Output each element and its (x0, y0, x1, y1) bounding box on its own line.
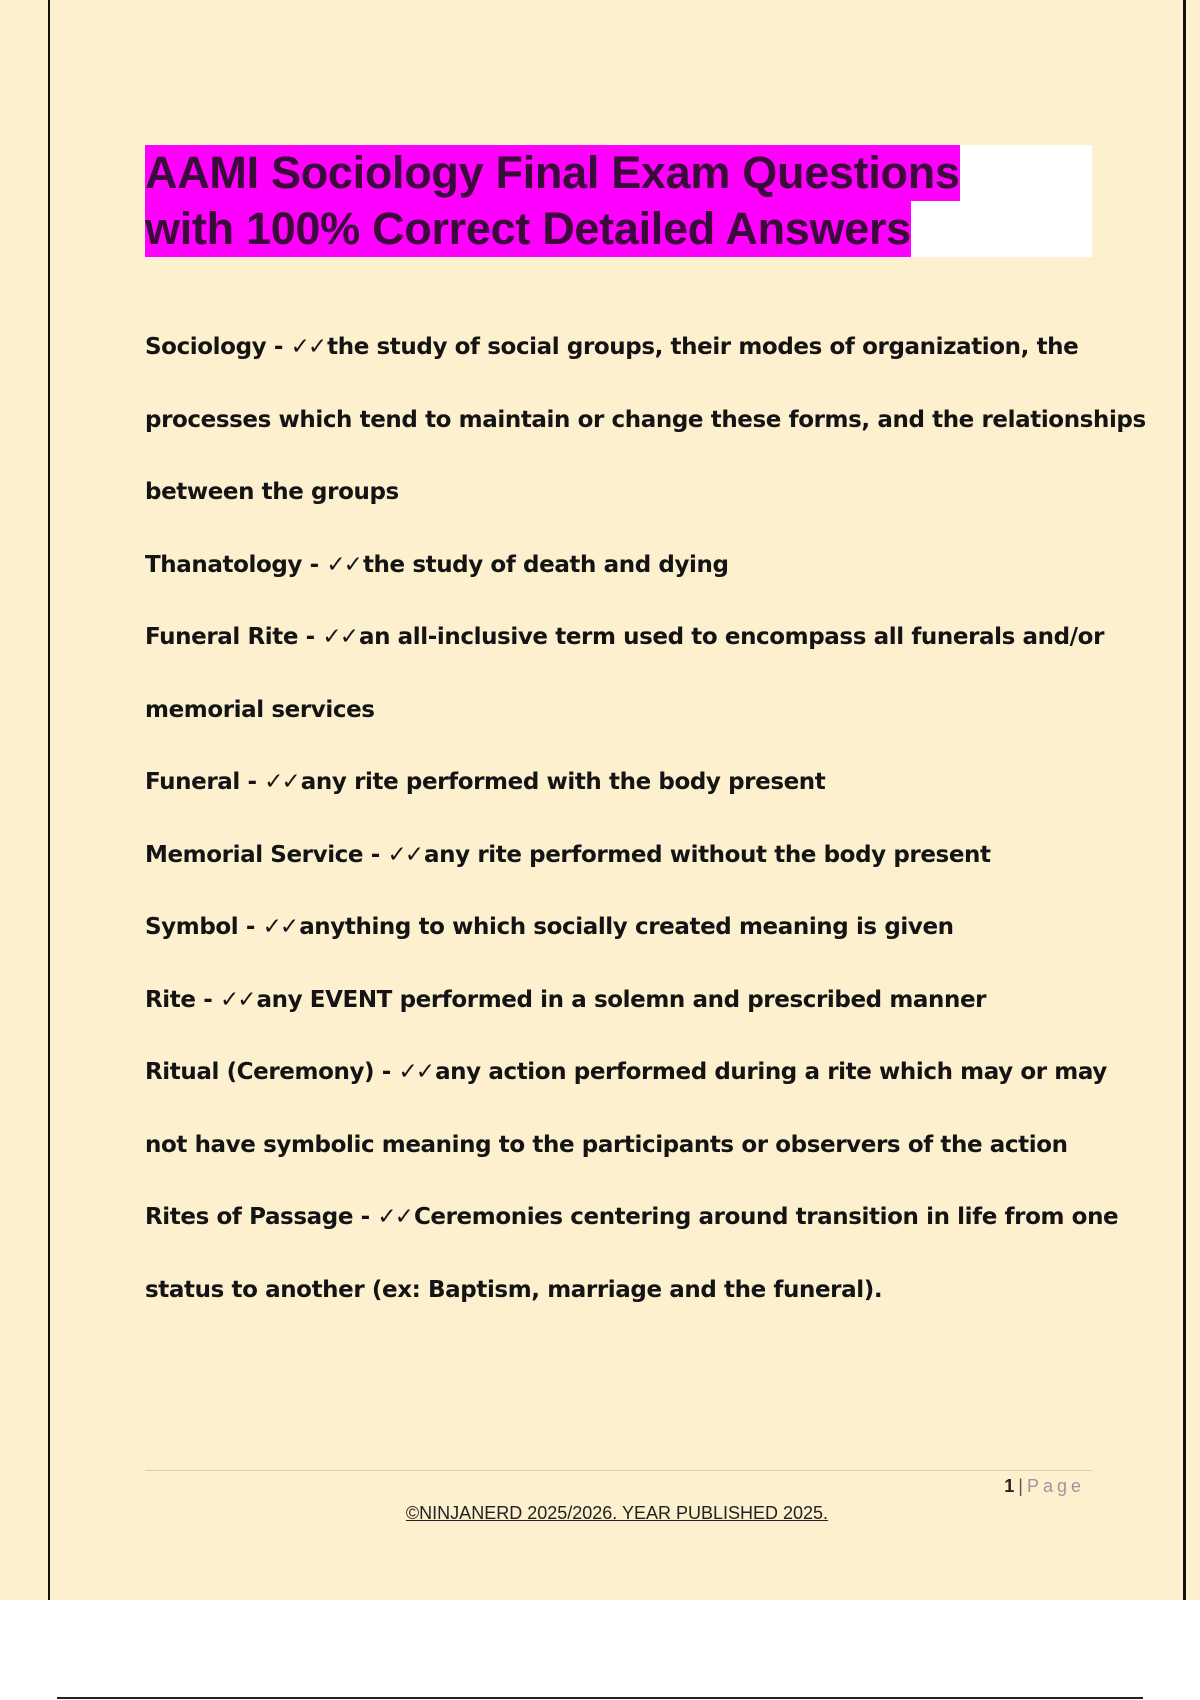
document-title (145, 145, 1092, 257)
page-number (960, 1474, 1085, 1498)
definition-text: processes which tend to maintain or change these forms, and the relationships (145, 406, 1146, 433)
definition-text: any EVENT performed in a solemn and prescribed manner (256, 986, 987, 1013)
definition-line (145, 1194, 1119, 1267)
definition-text: any rite performed with the body present (300, 769, 826, 795)
page-number-separator: | (1018, 1476, 1023, 1496)
bottom-divider (57, 1697, 1143, 1699)
definition-term: Memorial Service - (145, 841, 388, 868)
double-check-icon: ✓✓ (262, 914, 298, 940)
definition-line (145, 687, 1105, 760)
definition-term: Ritual (Ceremony) - (145, 1059, 399, 1085)
definition-text: the study of social groups, their modes of organization, the (327, 334, 1079, 360)
definition-term: Funeral - (145, 769, 265, 795)
definition-term: Symbol - (145, 914, 263, 940)
double-check-icon: ✓✓ (322, 624, 357, 650)
definition-text: Ceremonies centering around transition in life from one (413, 1204, 1119, 1230)
definition-text: any action performed during a rite which may or may (435, 1059, 1107, 1085)
definition-line (145, 759, 1105, 832)
definition-term: Rites of Passage - (145, 1204, 378, 1230)
definition-line (145, 469, 1105, 542)
definition-term: Sociology - (145, 334, 291, 360)
double-check-icon: ✓✓ (219, 986, 255, 1013)
double-check-icon: ✓✓ (398, 1059, 434, 1085)
definition-line (145, 977, 1105, 1050)
page-word: Page (1026, 1476, 1085, 1496)
definition-text: memorial services (145, 696, 375, 723)
double-check-icon: ✓✓ (264, 769, 299, 795)
definition-line (145, 1049, 1105, 1122)
definition-line (145, 904, 1105, 977)
definition-term: Thanatology - (145, 551, 327, 578)
definition-term: Rite - (145, 986, 220, 1013)
page-number-value: 1 (1004, 1476, 1015, 1496)
definitions-list (145, 324, 1146, 1339)
definition-line (145, 1122, 1105, 1195)
definition-line (145, 542, 1105, 615)
definition-text: status to another (ex: Baptism, marriage and the funeral). (145, 1276, 883, 1303)
left-border (48, 0, 50, 1600)
double-check-icon: ✓✓ (326, 551, 361, 578)
definition-line (145, 1267, 1105, 1340)
title-line-2: with 100% Correct Detailed Answers (145, 201, 911, 257)
title-line-1: AAMI Sociology Final Exam Questions (145, 145, 960, 201)
footer-divider (145, 1470, 1092, 1471)
definition-text: any rite performed without the body present (424, 841, 991, 868)
definition-text: anything to which socially created meaning is given (299, 914, 954, 940)
definition-text: not have symbolic meaning to the participants or observers of the action (145, 1131, 1068, 1158)
definition-line (145, 614, 1105, 687)
definition-line (145, 832, 1105, 905)
definition-text: an all-inclusive term used to encompass all funerals and/or (358, 624, 1105, 650)
definition-line (145, 324, 1105, 397)
copyright-notice: ©NINJANERD 2025/2026. YEAR PUBLISHED 2025. (405, 1503, 829, 1523)
definition-text: the study of death and dying (362, 551, 729, 578)
double-check-icon: ✓✓ (290, 334, 326, 360)
right-border (1183, 0, 1186, 1600)
definition-text: between the groups (145, 479, 399, 505)
double-check-icon: ✓✓ (377, 1204, 412, 1230)
double-check-icon: ✓✓ (387, 841, 423, 868)
definition-term: Funeral Rite - (145, 624, 323, 650)
definition-line (145, 397, 1146, 470)
